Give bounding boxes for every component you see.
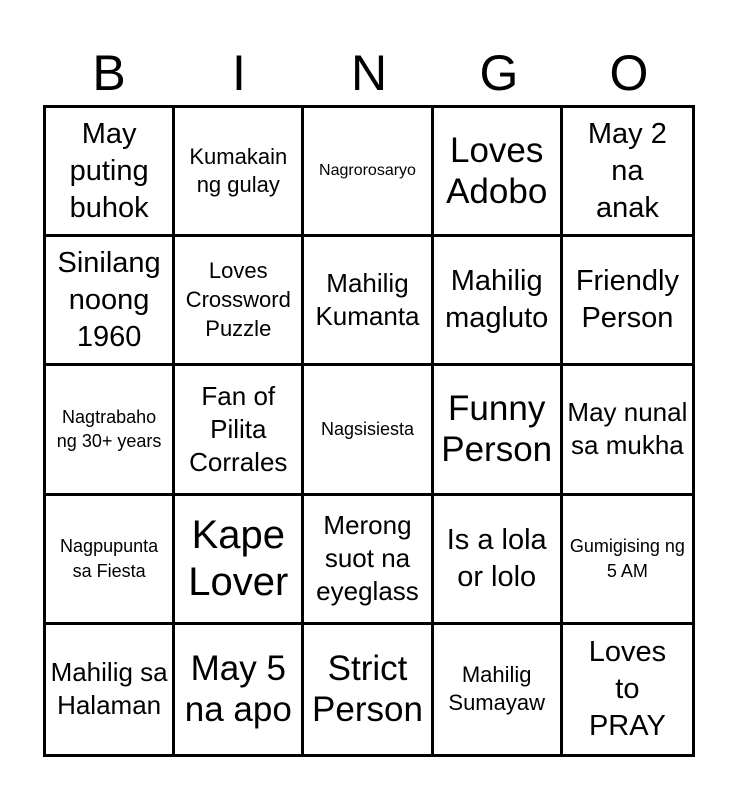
cell-text: Is a lola or lolo	[446, 523, 547, 593]
cell-text: May nunal sa mukha	[567, 397, 688, 461]
header-letter-g: G	[479, 45, 519, 101]
bingo-header	[44, 40, 694, 106]
bingo-cell[interactable]	[304, 366, 433, 495]
bingo-cell[interactable]	[563, 237, 692, 366]
bingo-cell[interactable]	[175, 366, 304, 495]
cell-text: Strict Person	[312, 649, 423, 730]
cell-text: Nagrorosaryo	[319, 162, 416, 180]
bingo-cell[interactable]	[563, 496, 692, 625]
bingo-cell[interactable]	[175, 237, 304, 366]
bingo-cell[interactable]	[563, 108, 692, 237]
bingo-cell[interactable]	[304, 237, 433, 366]
cell-text: Gumigising ng 5 AM	[569, 535, 685, 581]
cell-text: Sinilang noong 1960	[57, 247, 161, 353]
bingo-cell[interactable]	[46, 366, 175, 495]
cell-text: Nagsisiesta	[320, 419, 415, 440]
cell-text: Loves Adobo	[446, 130, 548, 212]
header-letter-n: N	[350, 45, 388, 101]
cell-text: Fan of Pilita Corrales	[189, 380, 288, 478]
cell-text: Funny Person	[441, 389, 553, 470]
bingo-cell[interactable]	[434, 237, 563, 366]
bingo-cell[interactable]	[434, 108, 563, 237]
bingo-cell[interactable]	[304, 108, 433, 237]
cell-text: Mahilig magluto	[445, 265, 549, 335]
cell-text: May 5 na apo	[184, 649, 292, 730]
bingo-cell[interactable]	[563, 366, 692, 495]
bingo-cell[interactable]	[434, 366, 563, 495]
bingo-cell[interactable]	[46, 625, 175, 754]
header-letter-o: O	[609, 45, 649, 101]
bingo-cell[interactable]	[175, 108, 304, 237]
cell-text: Loves Crossword Puzzle	[185, 258, 291, 341]
bingo-cell[interactable]	[46, 496, 175, 625]
bingo-cell[interactable]	[434, 496, 563, 625]
bingo-cell[interactable]	[175, 496, 304, 625]
bingo-cell[interactable]	[46, 108, 175, 237]
cell-text: Merong suot na eyeglass	[316, 509, 419, 607]
cell-text: Nagpupunta sa Fiesta	[60, 535, 159, 581]
cell-text: Kape Lover	[188, 513, 289, 604]
cell-text: Mahilig Sumayaw	[448, 661, 545, 716]
cell-text: Friendly Person	[575, 265, 679, 335]
bingo-cell[interactable]	[46, 237, 175, 366]
cell-text: Loves to PRAY	[588, 636, 667, 742]
cell-text: Kumakain ng gulay	[189, 143, 288, 198]
bingo-cell[interactable]	[304, 496, 433, 625]
cell-text: Nagtrabaho ng 30+ years	[56, 406, 162, 452]
bingo-cell[interactable]	[304, 625, 433, 754]
header-letter-i: I	[232, 45, 246, 101]
bingo-board	[43, 105, 695, 757]
bingo-cell[interactable]	[434, 625, 563, 754]
header-letter-b: B	[92, 45, 126, 101]
bingo-cell[interactable]	[563, 625, 692, 754]
cell-text: May puting buhok	[69, 117, 149, 224]
cell-text: May 2 na anak	[587, 117, 667, 224]
cell-text: Mahilig sa Halaman	[50, 657, 168, 721]
cell-text: Mahilig Kumanta	[315, 268, 420, 332]
bingo-cell[interactable]	[175, 625, 304, 754]
